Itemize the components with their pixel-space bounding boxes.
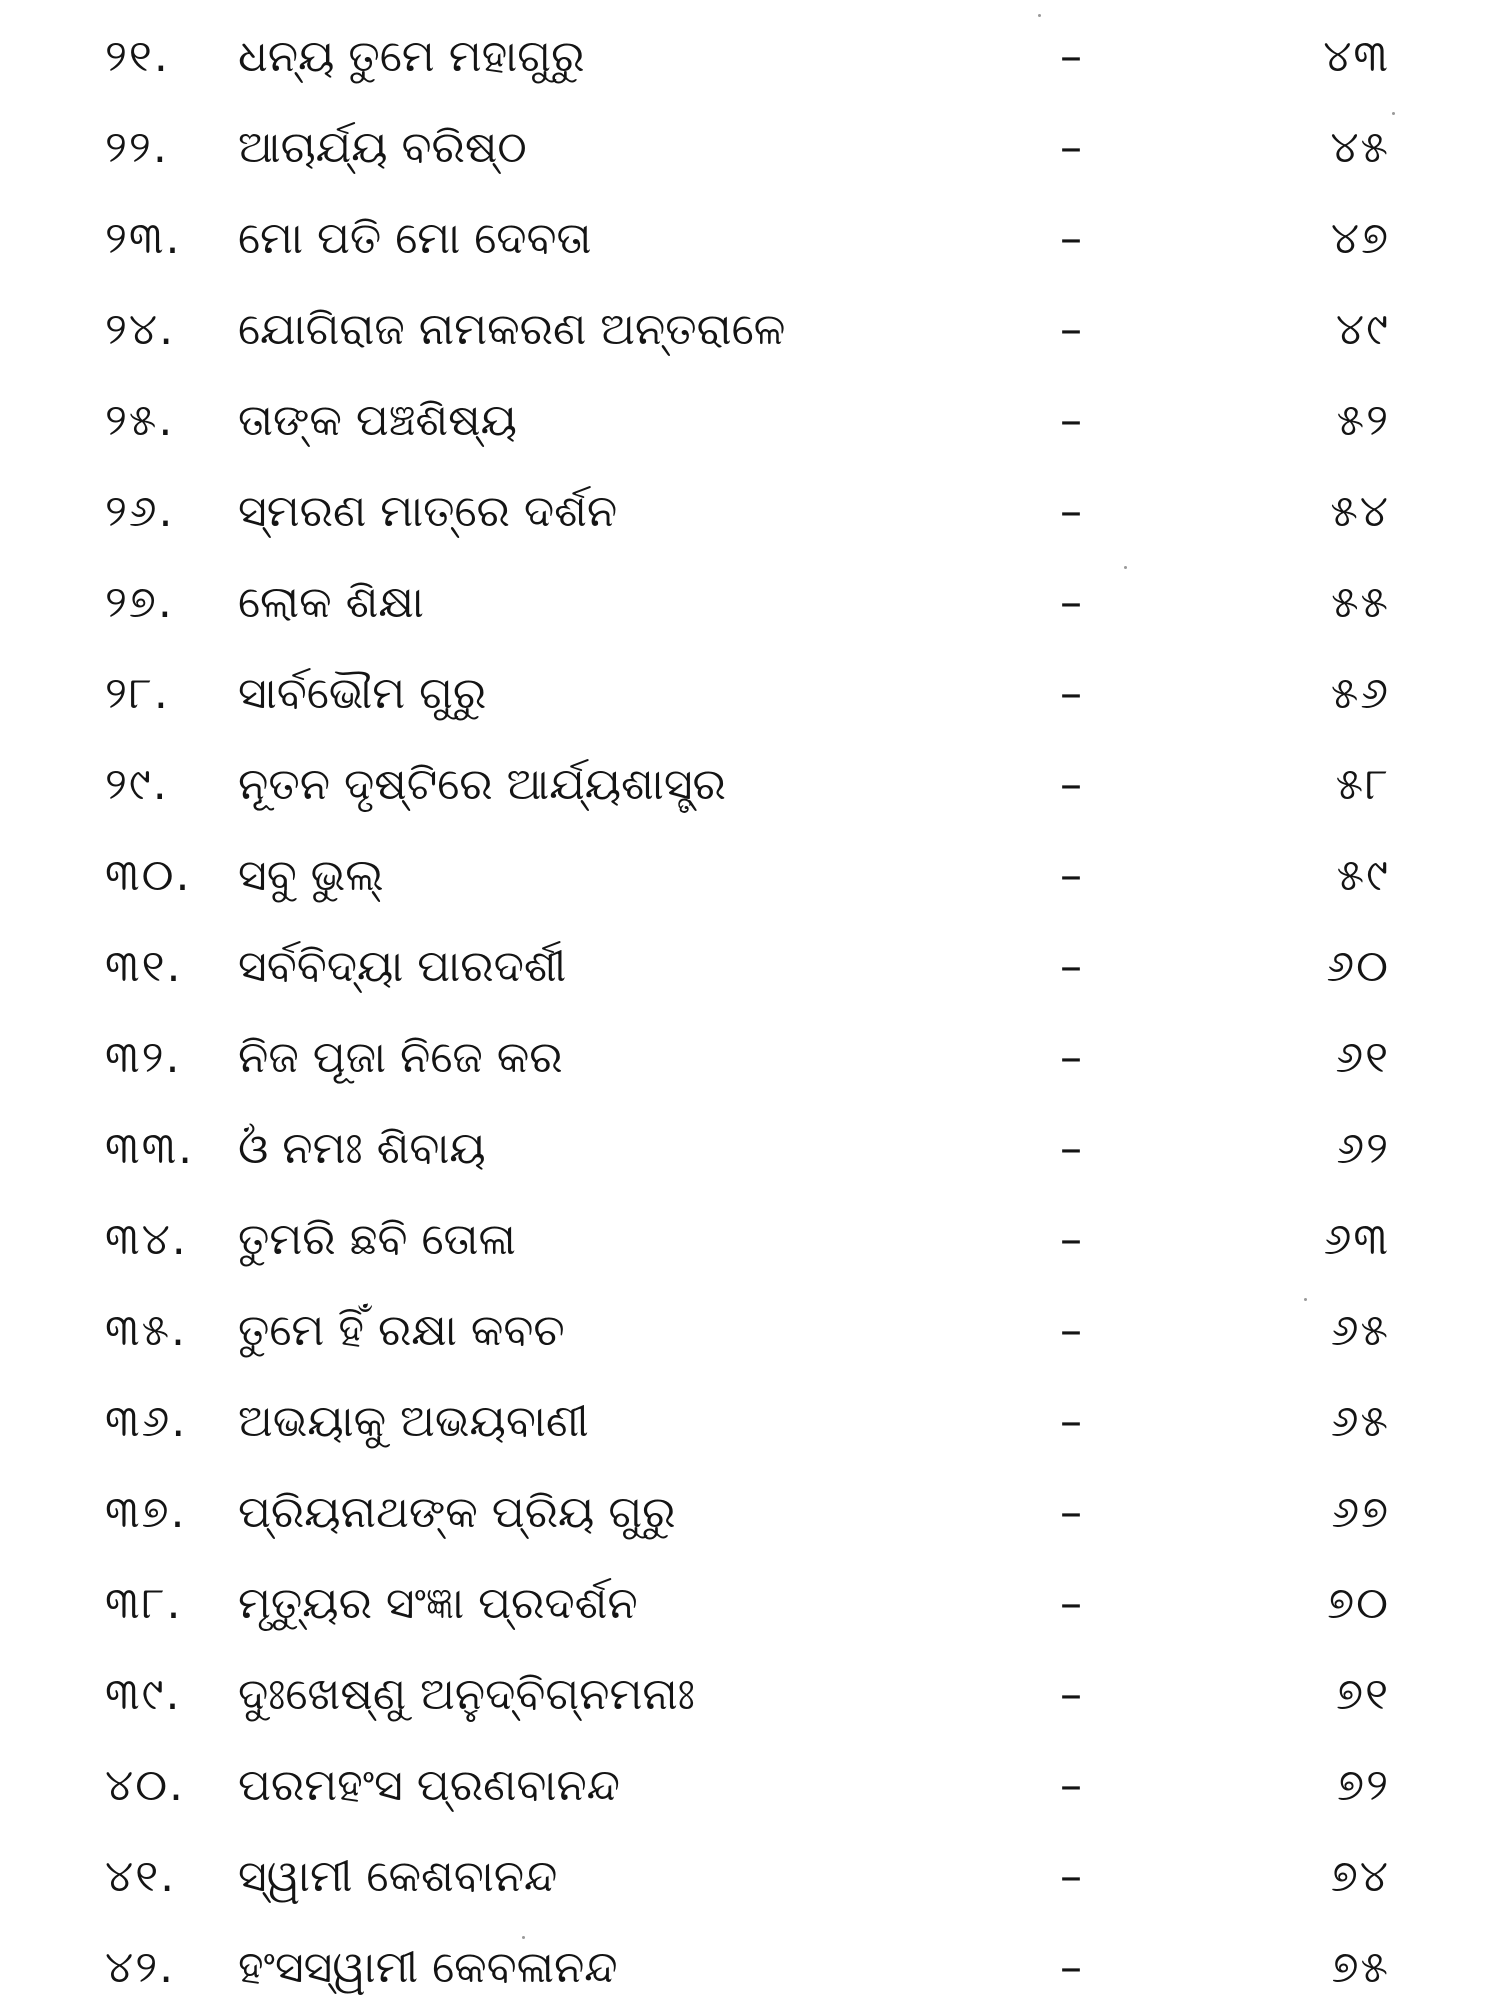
- toc-entry-page-number: ୬୫: [1330, 1305, 1390, 1356]
- toc-entry-page-number: ୭୪: [1330, 1851, 1390, 1902]
- toc-entry: [0, 1569, 1500, 1639]
- toc-entry-number: ୩୨.: [105, 1032, 182, 1083]
- toc-entry-number: ୨୯.: [105, 759, 169, 810]
- toc-entry-number: ୩୧.: [105, 941, 183, 992]
- toc-entry-number: ୪୦.: [105, 1760, 186, 1811]
- toc-entry-title: ସର୍ବବିଦ୍ୟା ପାରଦର୍ଶୀ: [238, 941, 567, 992]
- toc-entry-number: ୩୮.: [105, 1578, 183, 1629]
- toc-entry-number: ୩୬.: [105, 1396, 188, 1447]
- scan-speck: [1124, 566, 1127, 569]
- toc-entry-number: ୩୯.: [105, 1669, 182, 1720]
- toc-entry: [0, 204, 1500, 274]
- toc-entry-title: ତୁମେ ହିଁ ରକ୍ଷା କବଚ: [238, 1305, 565, 1356]
- toc-entry-page-number: ୫୪: [1330, 486, 1390, 537]
- toc-entry: [0, 1023, 1500, 1093]
- toc-entry-dash: –: [1060, 1487, 1082, 1538]
- toc-entry: [0, 113, 1500, 183]
- toc-entry-page-number: ୬୩: [1323, 1214, 1390, 1265]
- toc-entry-page-number: ୬୦: [1326, 941, 1390, 992]
- toc-entry-title: ନୂତନ ଦୃଷ୍ଟିରେ ଆର୍ଯ୍ୟଶାସ୍ତ୍ର: [238, 759, 726, 810]
- toc-entry-page-number: ୬୨: [1336, 1123, 1390, 1174]
- toc-entry-page-number: ୭୦: [1327, 1578, 1390, 1629]
- toc-entry-dash: –: [1060, 213, 1082, 264]
- toc-entry-dash: –: [1060, 759, 1082, 810]
- toc-entry-dash: –: [1060, 1760, 1082, 1811]
- toc-entry: [0, 1296, 1500, 1366]
- toc-entry: [0, 1660, 1500, 1730]
- toc-entry-number: ୨୭.: [105, 577, 174, 628]
- toc-entry-title: ସାର୍ବଭୌମ ଗୁରୁ: [238, 668, 487, 719]
- toc-entry-dash: –: [1060, 1305, 1082, 1356]
- toc-entry-title: ଲୋକ ଶିକ୍ଷା: [238, 577, 424, 628]
- toc-entry-dash: –: [1060, 1669, 1082, 1720]
- toc-entry-title: ପରମହଂସ ପ୍ରଣବାନନ୍ଦ: [238, 1760, 620, 1811]
- toc-entry-page-number: ୪୩: [1323, 31, 1390, 82]
- toc-entry-title: ମୋ ପତି ମୋ ଦେବତା: [238, 213, 592, 264]
- toc-entry-dash: –: [1060, 31, 1082, 82]
- toc-entry-page-number: ୬୧: [1335, 1032, 1390, 1083]
- toc-entry-title: ଆଚାର୍ଯ୍ୟ ବରିଷ୍ଠ: [238, 122, 527, 173]
- toc-entry-number: ୨୪.: [105, 304, 176, 355]
- toc-entry-title: ପ୍ରିୟନାଥଙ୍କ ପ୍ରିୟ ଗୁରୁ: [238, 1487, 676, 1538]
- toc-entry-page-number: ୭୨: [1337, 1760, 1390, 1811]
- toc-entry: [0, 1205, 1500, 1275]
- toc-entry-page-number: ୬୭: [1331, 1487, 1390, 1538]
- toc-entry: [0, 295, 1500, 365]
- toc-entry-number: ୨୮.: [105, 668, 170, 719]
- toc-entry-dash: –: [1060, 122, 1082, 173]
- toc-entry-dash: –: [1060, 395, 1082, 446]
- toc-entry: [0, 659, 1500, 729]
- toc-entry-number: ୨୨.: [105, 122, 169, 173]
- toc-entry-dash: –: [1060, 850, 1082, 901]
- toc-entry-page-number: ୫୯: [1336, 850, 1390, 901]
- toc-entry-number: ୪୨.: [105, 1942, 176, 1993]
- toc-entry-dash: –: [1060, 1578, 1082, 1629]
- toc-entry-page-number: ୬୫: [1330, 1396, 1390, 1447]
- toc-entry: [0, 1387, 1500, 1457]
- toc-entry-number: ୨୫.: [105, 395, 175, 446]
- toc-entry-dash: –: [1060, 941, 1082, 992]
- toc-entry-number: ୩୦.: [105, 850, 192, 901]
- toc-entry-number: ୩୩.: [105, 1123, 195, 1174]
- toc-entry-number: ୨୧.: [105, 31, 170, 82]
- toc-entry: [0, 750, 1500, 820]
- toc-entry-title: ହଂସସ୍ୱାମୀ କେବଳାନନ୍ଦ: [238, 1942, 618, 1993]
- toc-entry-title: ତାଙ୍କ ପଞ୍ଚଶିଷ୍ୟ: [238, 395, 517, 446]
- toc-entry-number: ୩୫.: [105, 1305, 188, 1356]
- toc-entry-dash: –: [1060, 668, 1082, 719]
- toc-entry-dash: –: [1060, 577, 1082, 628]
- toc-entry-page-number: ୪୭: [1330, 213, 1390, 264]
- toc-entry-page-number: ୫୫: [1331, 577, 1390, 628]
- toc-entry: [0, 22, 1500, 92]
- toc-entry-title: ସବୁ ଭୁଲ୍: [238, 850, 384, 901]
- toc-entry-title: ସ୍ମରଣ ମାତ୍ରେ ଦର୍ଶନ: [238, 486, 618, 537]
- scan-speck: [1038, 14, 1041, 17]
- toc-entry: [0, 1842, 1500, 1912]
- toc-entry-dash: –: [1060, 1396, 1082, 1447]
- toc-entry: [0, 1751, 1500, 1821]
- toc-entry: [0, 1478, 1500, 1548]
- toc-entry-page-number: ୪୫: [1330, 122, 1390, 173]
- toc-entry: [0, 1114, 1500, 1184]
- toc-entry-dash: –: [1060, 304, 1082, 355]
- scan-speck: [1304, 1298, 1307, 1301]
- toc-entry: [0, 841, 1500, 911]
- toc-entry-dash: –: [1060, 1851, 1082, 1902]
- toc-entry-title: ଦୁଃଖେଷ୍ଣୁ ଅନୁଦ୍ବିଗ୍ନମନାଃ: [238, 1669, 695, 1720]
- scan-speck: [522, 1936, 525, 1939]
- toc-entry: [0, 932, 1500, 1002]
- toc-entry-number: ୩୭.: [105, 1487, 187, 1538]
- toc-entry: [0, 1933, 1500, 2003]
- toc-entry-page-number: ୭୧: [1336, 1669, 1390, 1720]
- scan-speck: [1392, 112, 1395, 115]
- toc-entry-dash: –: [1060, 1214, 1082, 1265]
- toc-entry-number: ୩୪.: [105, 1214, 188, 1265]
- toc-entry: [0, 477, 1500, 547]
- toc-entry: [0, 386, 1500, 456]
- toc-entry-title: ତୁମରି ଛବି ତୋଳା: [238, 1214, 516, 1265]
- toc-entry-dash: –: [1060, 1032, 1082, 1083]
- toc-entry-dash: –: [1060, 486, 1082, 537]
- toc-entry-title: ନିଜ ପୂଜା ନିଜେ କର: [238, 1032, 563, 1083]
- toc-entry-number: ୨୬.: [105, 486, 175, 537]
- toc-entry-dash: –: [1060, 1942, 1082, 1993]
- toc-entry-page-number: ୫୨: [1336, 395, 1390, 446]
- toc-entry-title: ମୃତ୍ୟୁର ସଂଜ୍ଞା ପ୍ରଦର୍ଶନ: [238, 1578, 638, 1629]
- toc-entry-title: ଓଁ ନମଃ ଶିବାୟ: [238, 1123, 486, 1174]
- toc-entry-title: ଅଭୟାକୁ ଅଭୟବାଣୀ: [238, 1396, 589, 1447]
- toc-entry-title: ସ୍ୱାମୀ କେଶବାନନ୍ଦ: [238, 1851, 558, 1902]
- toc-entry-page-number: ୫୬: [1330, 668, 1390, 719]
- toc-entry-number: ୨୩.: [105, 213, 182, 264]
- toc-entry-number: ୪୧.: [105, 1851, 177, 1902]
- toc-entry-page-number: ୫୮: [1335, 759, 1390, 810]
- toc-entry-page-number: ୪୯: [1335, 304, 1390, 355]
- toc-entry-page-number: ୭୫: [1331, 1942, 1390, 1993]
- toc-entry: [0, 568, 1500, 638]
- toc-entry-title: ଧନ୍ୟ ତୁମେ ମହାଗୁରୁ: [238, 31, 585, 82]
- toc-entry-dash: –: [1060, 1123, 1082, 1174]
- toc-entry-title: ଯୋଗିରାଜ ନାମକରଣ ଅନ୍ତରାଳେ: [238, 304, 786, 355]
